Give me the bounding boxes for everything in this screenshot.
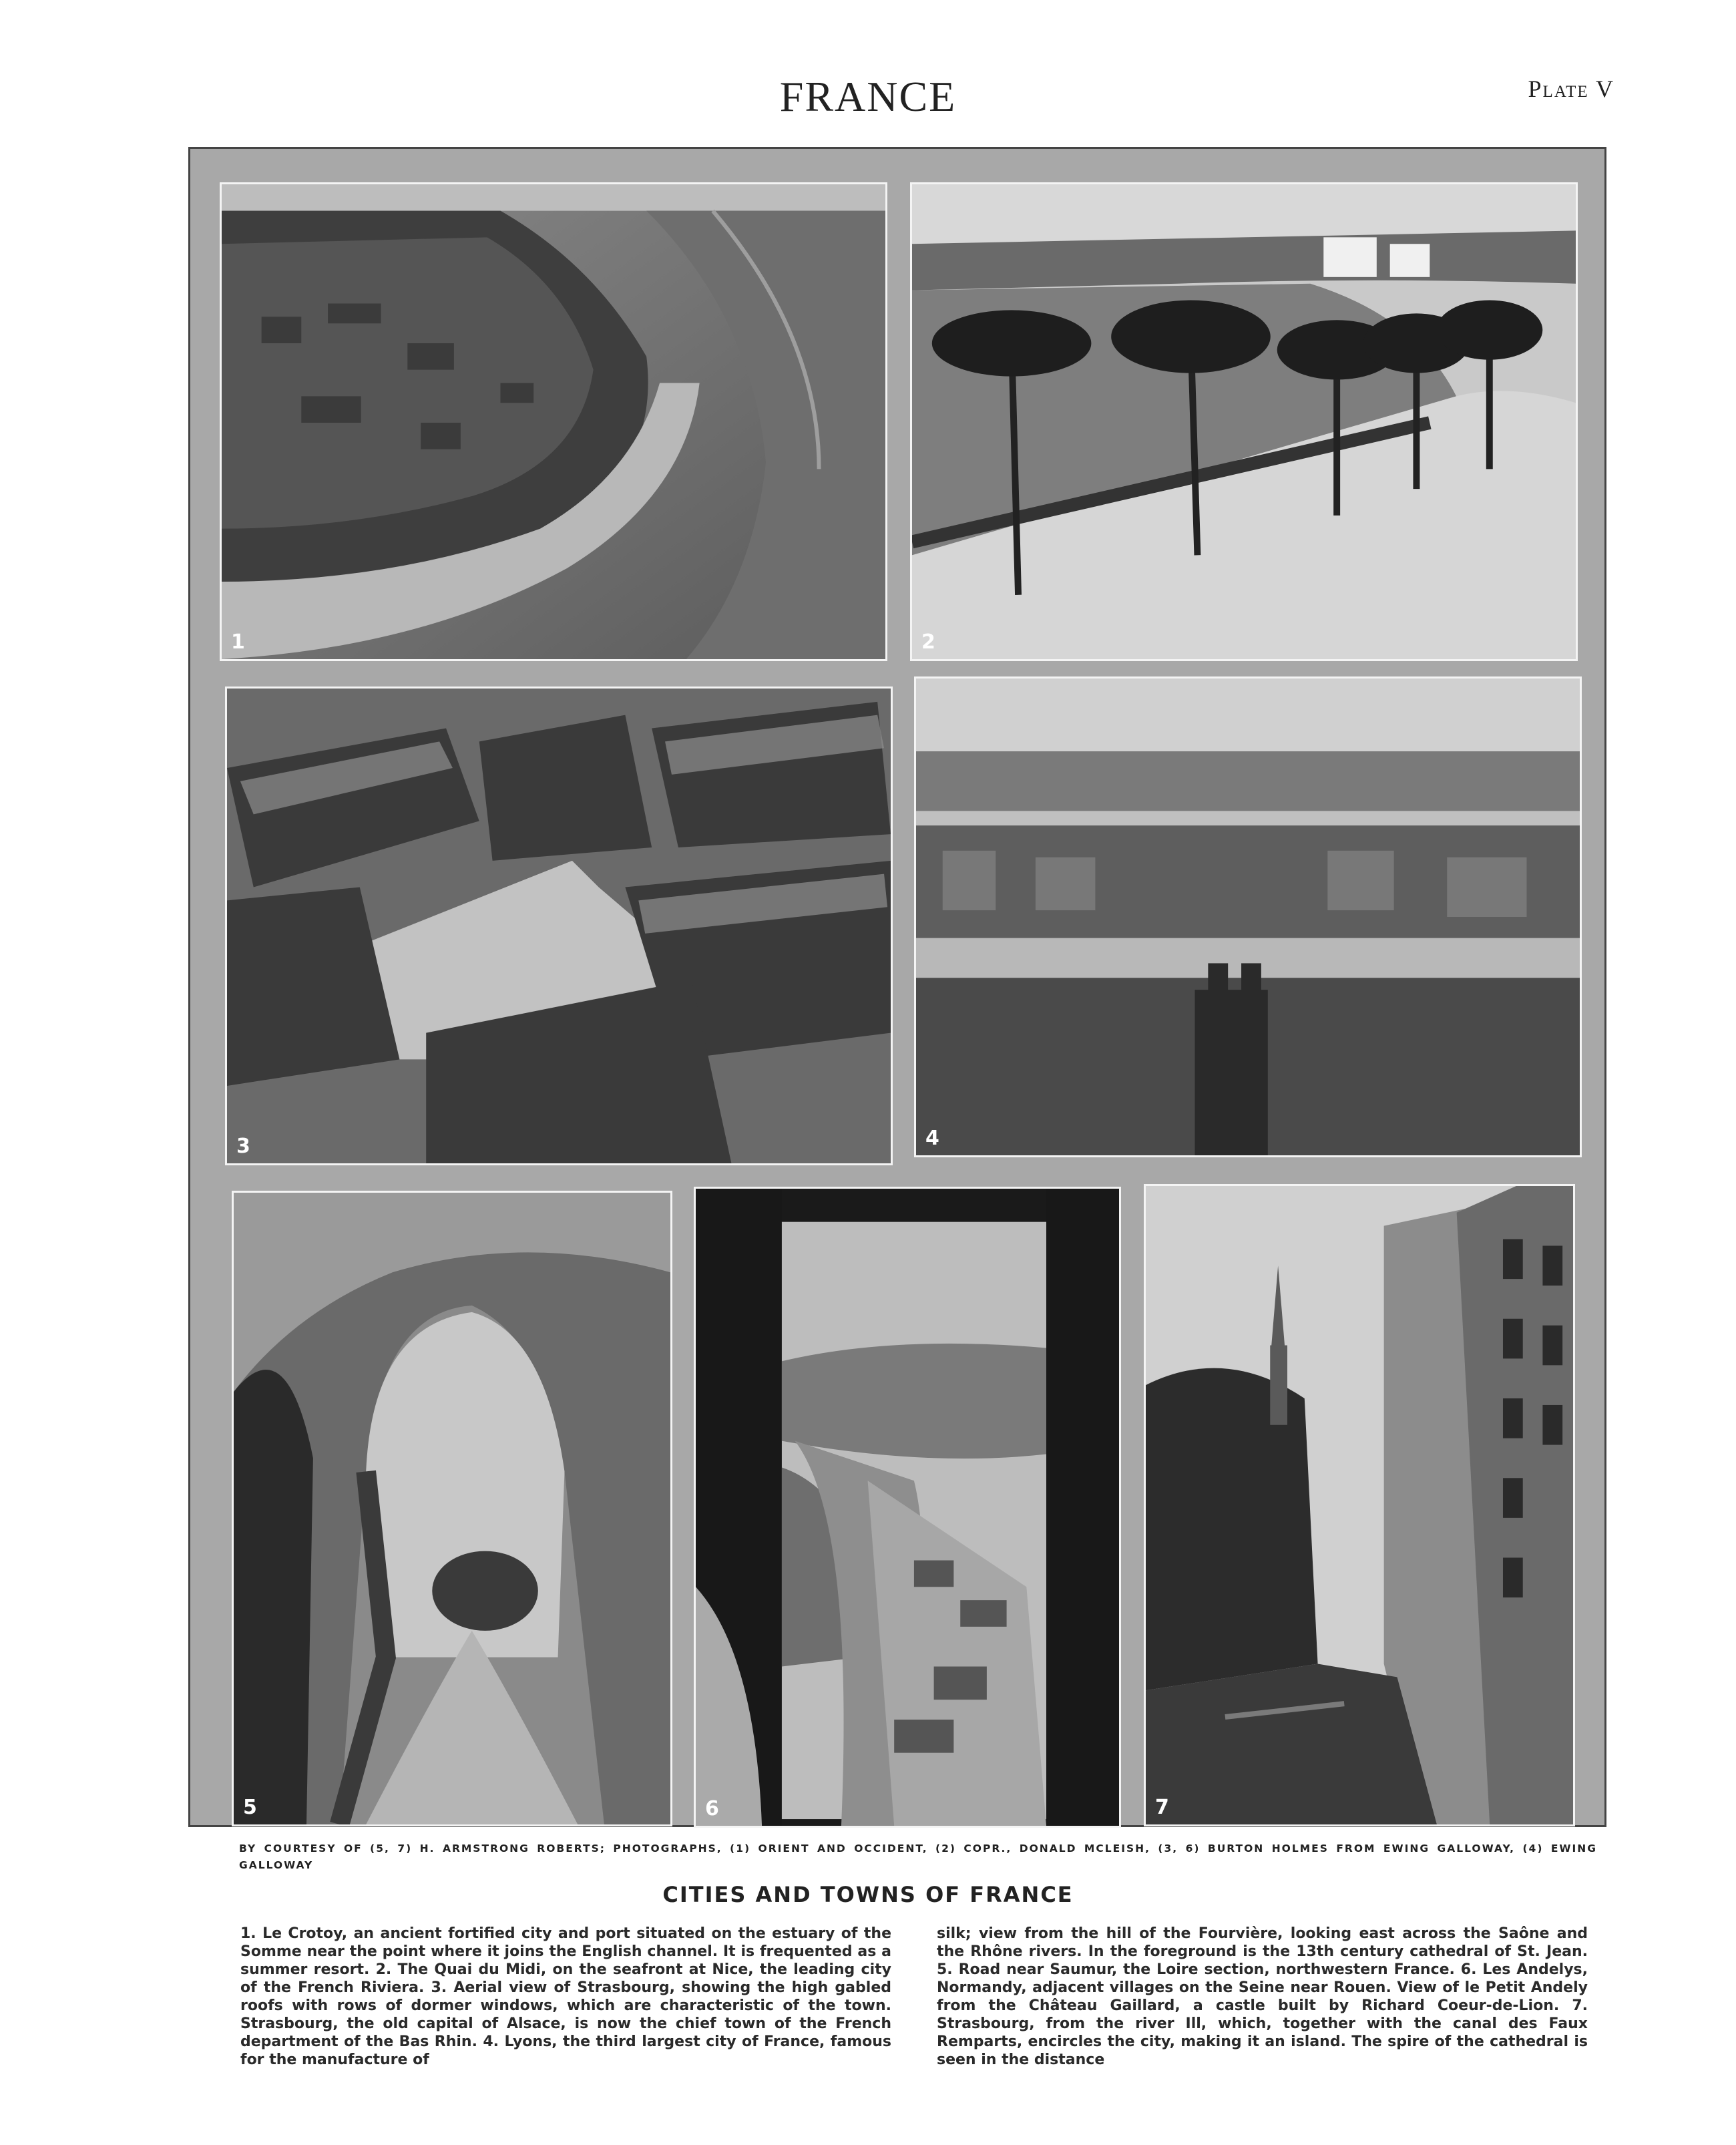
photo-strasbourg-canal — [1144, 1184, 1575, 1826]
photo-credits: BY COURTESY OF (5, 7) H. ARMSTRONG ROBERTS; PHOTOGRAPHS, (1) ORIENT AND OCCIDENT, (2) COPR., DONALD MCLEISH, (3, 6) BURTON HOLMES FROM EWING GALLOWAY, (4) EWING GALLOWAY — [239, 1842, 1597, 1871]
photo-number: 3 — [236, 1135, 250, 1158]
photo-number: 2 — [921, 630, 935, 654]
photo-saumur-road — [232, 1191, 672, 1826]
photo-7-image — [1146, 1186, 1573, 1824]
page-title: FRANCE — [779, 73, 957, 120]
photo-plate — [188, 147, 1606, 1827]
photo-nice-promenade — [910, 182, 1578, 661]
photo-2-image — [912, 184, 1576, 659]
photo-1-image — [222, 184, 885, 659]
photo-5-image — [234, 1193, 670, 1824]
photo-strasbourg-aerial — [225, 687, 893, 1165]
photo-6-image — [696, 1189, 1119, 1826]
photo-number: 7 — [1155, 1796, 1169, 1819]
photo-number: 5 — [243, 1796, 257, 1819]
photo-number: 1 — [231, 630, 245, 654]
photo-4-image — [916, 678, 1580, 1155]
caption-right-column: silk; view from the hill of the Fourvière, looking east across the Saône and the Rhône rivers. In the foreground is the 13th century cathedral of St. Jean. 5. Road near Saumur, the Loire section, northwestern France. 6. Les Andelys, Normandy, adjacent villages on the Seine near Rouen. View of le Petit Andely from the Château Gaillard, a castle built by Richard Coeur-de-Lion. 7. Strasbourg, from the river Ill, which, together with the canal des Faux Remparts, encircles the city, making it an island. The spire of the cathedral is seen in the distance — [937, 1925, 1588, 2068]
photo-lyons-panorama — [914, 676, 1582, 1157]
caption-title: CITIES AND TOWNS OF FRANCE — [662, 1882, 1074, 1907]
photo-3-image — [227, 689, 891, 1163]
photo-number: 4 — [925, 1127, 939, 1150]
photo-les-andelys — [694, 1187, 1121, 1828]
caption-left-column: 1. Le Crotoy, an ancient fortified city and port situated on the estuary of the Somme near the point where it joins the English channel. It is frequented as a summer resort. 2. The Quai du Midi, on the seafront at Nice, the leading city of the French Riviera. 3. Aerial view of Strasbourg, showing the high gabled roofs with rows of dormer windows, which are characteristic of the town. Strasbourg, the old capital of Alsace, is now the chief town of the French department of the Bas Rhin. 4. Lyons, the third largest city of France, famous for the manufacture of — [240, 1925, 891, 2068]
photo-le-crotoy — [220, 182, 887, 661]
plate-label: Plate V — [1528, 75, 1614, 102]
photo-number: 6 — [705, 1797, 719, 1820]
